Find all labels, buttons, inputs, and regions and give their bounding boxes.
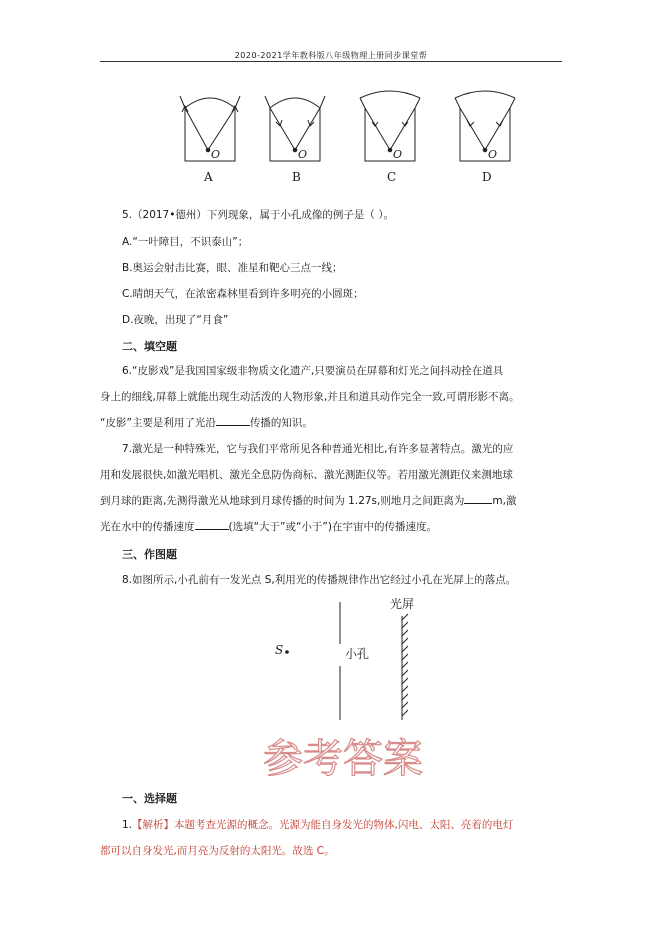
q6-blank[interactable]: [216, 415, 250, 426]
q7-line2: 用和发展很快,如激光唱机、激光全息防伪商标、激光测距仪等。若用激光测距仪来测地球: [100, 469, 513, 481]
figure-c: [360, 91, 420, 161]
q7-blank-distance[interactable]: [464, 493, 492, 504]
options-figure: [170, 88, 530, 188]
point-o-b: O: [298, 148, 308, 161]
q7-blank-speed[interactable]: [195, 519, 229, 530]
answer-title: [258, 728, 428, 784]
answer-section-choice: 一、选择题: [122, 792, 177, 805]
point-o-d: O: [488, 148, 498, 161]
screen-hatching: [402, 614, 408, 716]
q7-line4a: 光在水中的传播速度: [100, 521, 195, 533]
answer-1-number: 1.: [122, 819, 133, 831]
option-label-b: B: [292, 170, 301, 184]
option-label-d: D: [482, 170, 492, 184]
section-drawing: 三、作图题: [122, 548, 177, 561]
light-source-point: [285, 650, 289, 654]
q6-line3b: 传播的知识。: [249, 417, 313, 429]
q6-line1: 6.“皮影戏”是我国国家级非物质文化遗产,只要演员在屏幕和灯光之间抖动拴在道具: [122, 365, 504, 377]
option-label-c: C: [387, 170, 397, 184]
svg-text:参考答案: 参考答案: [263, 736, 423, 782]
q5-option-b: B.奥运会射击比赛，眼、准星和靶心三点一线；: [122, 262, 343, 274]
q7-line3a: 到月球的距离,先测得激光从地球到月球传播的时间为 1.27s,则地月之间距离为: [100, 495, 465, 507]
q6-line2: 身上的细线,屏幕上就能出现生动活泼的人物形象,并且和道具动作完全一致,可谓形影不离。: [100, 391, 520, 403]
q5-option-a: A.“一叶障目，不识泰山”；: [122, 236, 249, 248]
answer-1: [100, 812, 562, 864]
q6-paragraph: [100, 358, 562, 436]
q7-line1: 7.激光是一种特殊光，它与我们平常所见各种普通光相比,有许多显著特点。激光的应: [122, 443, 514, 455]
section-fill-in: 二、填空题: [122, 340, 177, 353]
q7-paragraph: [100, 436, 562, 540]
point-o-a: O: [211, 148, 221, 161]
pinhole-diagram: [270, 592, 430, 722]
q5-option-c: C.晴朗天气，在浓密森林里看到许多明亮的小圆斑；: [122, 288, 364, 300]
screen-label: 光屏: [390, 597, 415, 611]
q8-stem: 8.如图所示,小孔前有一发光点 S,利用光的传播规律作出它经过小孔在光屏上的落点。: [122, 574, 517, 586]
q5-option-d: D.夜晚，出现了“月食”: [122, 314, 229, 326]
answer-1-line2: 都可以自身发光,而月亮为反射的太阳光。故选 C。: [100, 845, 335, 857]
figure-d: [455, 91, 515, 161]
hole-label: 小孔: [345, 647, 370, 661]
option-label-a: A: [204, 170, 213, 184]
figure-b: [265, 96, 325, 161]
q6-line3a: “皮影”主要是利用了光沿: [100, 417, 216, 429]
q7-line3b: m,激: [492, 495, 517, 507]
header-divider: [100, 61, 562, 62]
source-label: S: [275, 643, 284, 657]
q7-line4b: (选填“大于”或“小于”)在宇宙中的传播速度。: [228, 521, 437, 533]
q5-stem: 5.（2017•德州）下列现象，属于小孔成像的例子是（ ）。: [122, 209, 395, 221]
figure-a: [180, 96, 240, 161]
page-header: 2020-2021学年教科版八年级物理上册同步课堂帮: [234, 51, 428, 60]
point-o-c: O: [393, 148, 403, 161]
answer-1-line1: 【解析】本题考查光源的概念。光源为能自身发光的物体,闪电、太阳、亮着的电灯: [132, 819, 514, 831]
